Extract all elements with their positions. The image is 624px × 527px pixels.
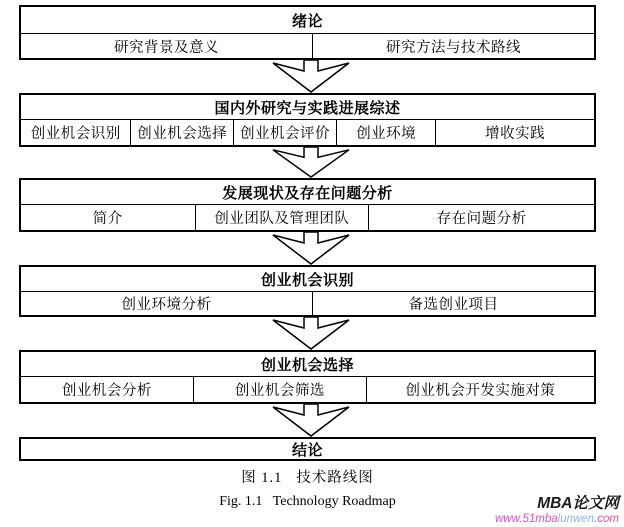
flow-box-row <box>21 34 594 58</box>
watermark-site-name: MBA论文网 <box>537 494 619 512</box>
watermark-url-segment: .com <box>594 512 619 525</box>
flow-cell: 备选创业项目 <box>312 292 594 315</box>
flow-connector <box>19 60 596 93</box>
flow-cell: 存在问题分析 <box>368 205 594 230</box>
flow-cell: 创业环境分析 <box>121 297 212 313</box>
flow-box-row <box>21 377 594 402</box>
down-arrow-icon <box>271 60 351 93</box>
flow-cell: 创业机会选择 <box>130 120 233 145</box>
flow-cell: 创业机会开发实施对策 <box>366 377 594 402</box>
flow-cell: 创业环境 <box>336 120 435 145</box>
flow-connector <box>19 147 596 178</box>
flow-cell: 创业团队及管理团队 <box>195 205 369 230</box>
flow-box-3 <box>19 265 596 317</box>
caption-zh: 图 1.1 技术路线图 <box>241 470 374 486</box>
watermark <box>495 495 619 526</box>
flow-cell: 创业机会识别 <box>30 126 121 142</box>
watermark-url-segment: lunwen <box>557 512 595 525</box>
flow-connector <box>19 317 596 350</box>
flow-connector <box>19 232 596 265</box>
flow-cell: 创业机会分析 <box>61 383 152 399</box>
watermark-site-url <box>495 513 619 526</box>
flow-box-1 <box>19 93 596 147</box>
flow-cell: 研究背景及意义 <box>114 39 220 56</box>
flow-box-title: 发展现状及存在问题分析 <box>21 180 594 205</box>
flow-box-0 <box>19 5 596 60</box>
down-arrow-icon <box>271 404 351 437</box>
flow-box-title: 创业机会选择 <box>21 352 594 377</box>
watermark-url-segment: www.51mba <box>494 512 558 525</box>
down-arrow-icon <box>271 232 351 265</box>
flow-box-title: 国内外研究与实践进展综述 <box>21 95 594 120</box>
caption-en: Fig. 1.1 Technology Roadmap <box>219 494 396 509</box>
flow-box-row <box>21 292 594 315</box>
flow-box-title: 结论 <box>291 441 323 459</box>
flowchart <box>19 5 596 461</box>
flow-cell: 研究方法与技术路线 <box>312 34 594 58</box>
flow-box-5 <box>19 437 596 461</box>
flow-connector <box>19 404 596 437</box>
down-arrow-icon <box>271 317 351 350</box>
flow-box-row <box>21 120 594 145</box>
flow-box-2 <box>19 178 596 232</box>
flow-cell: 增收实践 <box>435 120 594 145</box>
flow-box-title: 绪论 <box>21 7 594 34</box>
flow-box-4 <box>19 350 596 404</box>
flow-cell: 创业机会筛选 <box>193 377 366 402</box>
flow-cell: 创业机会评价 <box>233 120 336 145</box>
flow-cell: 简介 <box>92 211 123 227</box>
flow-box-row <box>21 205 594 230</box>
flow-box-title: 创业机会识别 <box>21 267 594 292</box>
down-arrow-icon <box>271 147 351 178</box>
